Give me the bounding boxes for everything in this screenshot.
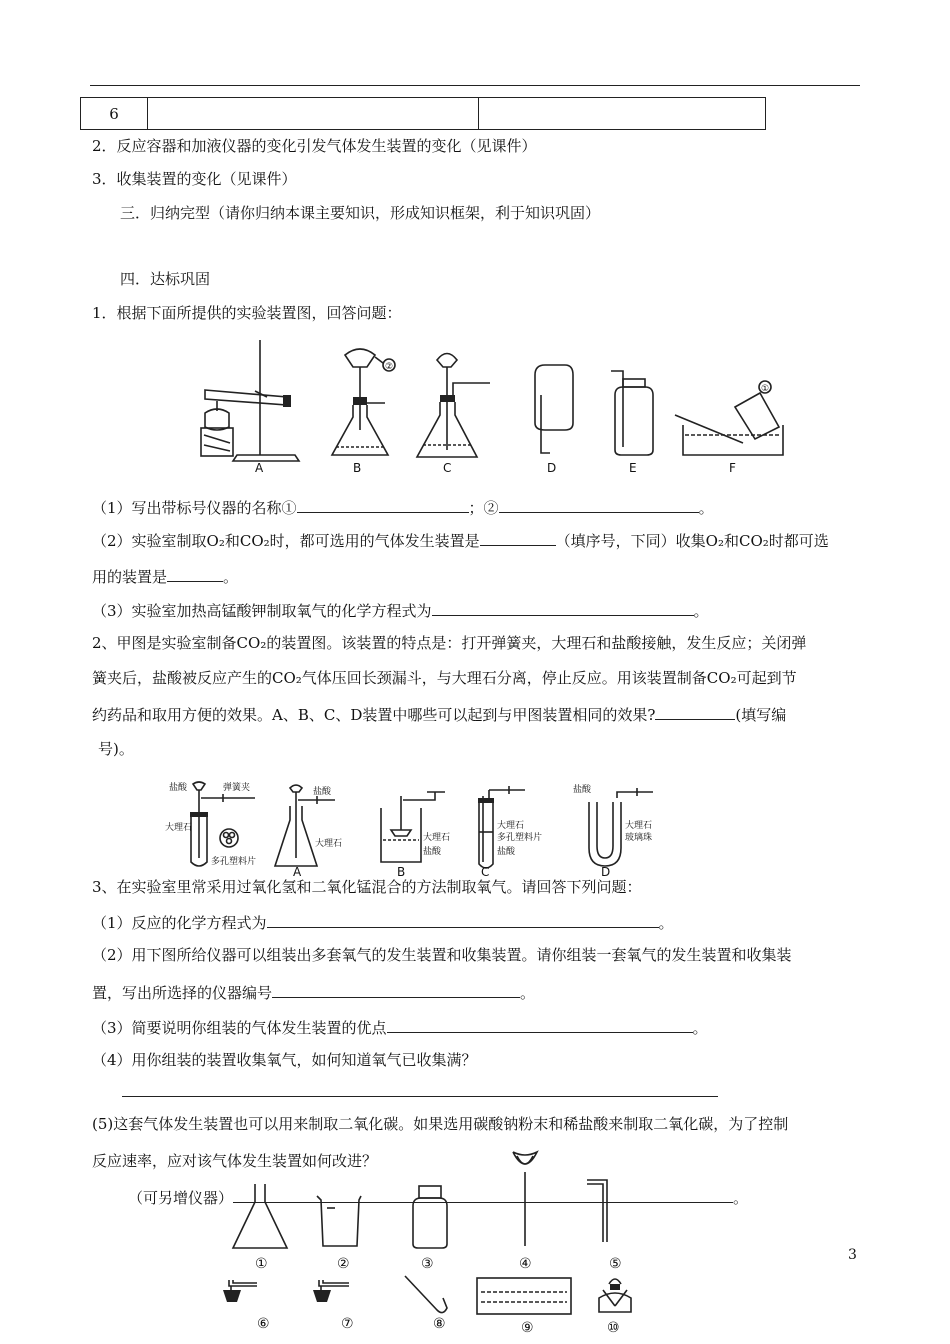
q1-part2-line1 <box>92 529 829 551</box>
apparatus-q2-d <box>573 783 653 879</box>
q2-line3 <box>92 703 786 725</box>
instrument-number-8: ⑧ <box>433 1316 446 1332</box>
q3-part2-line2 <box>92 981 535 1003</box>
q2d-beads-label: 玻璃珠 <box>625 833 653 843</box>
instrument-6 <box>223 1280 270 1332</box>
answer-line-q3-4[interactable] <box>122 1096 718 1097</box>
q1-apparatus-figure <box>195 335 785 475</box>
instrument-5 <box>587 1180 622 1272</box>
q1-part3 <box>92 599 709 621</box>
apparatus-c <box>417 354 490 476</box>
q1-stem: 1．根据下面所提供的实验装置图，回答问题： <box>92 304 402 322</box>
jia-clip-label: 弹簧夹 <box>223 783 251 793</box>
q2-line3-text: 约药品和取用方便的效果。A、B、C、D装置中哪些可以起到与甲图装置相同的效果? <box>92 706 656 724</box>
q1-part2-end: 。 <box>223 568 239 586</box>
apparatus-b <box>332 349 395 475</box>
instrument-8 <box>405 1276 447 1332</box>
q1-part2-text: （2）实验室制取O₂和CO₂时，都可选用的气体发生装置是 <box>92 532 480 550</box>
jia-plate-label: 多孔塑料片 <box>211 857 257 867</box>
answer-blank-5[interactable] <box>432 599 694 616</box>
mark-1: ① <box>761 384 770 394</box>
q2c-label: C <box>481 865 490 879</box>
item-3: 3．收集装置的变化（见课件） <box>92 170 297 188</box>
q2-line2: 簧夹后，盐酸被反应产生的CO₂气体压回长颈漏斗，与大理石分离，停止反应。用该装置制备CO₂可起到节 <box>92 669 797 687</box>
item-2: 2．反应容器和加液仪器的变化引发气体发生装置的变化（见课件） <box>92 137 537 155</box>
q2c-plate-label: 多孔塑料片 <box>497 833 543 843</box>
q3-part1 <box>92 911 674 933</box>
apparatus-q2-a <box>275 785 342 879</box>
answer-blank-3[interactable] <box>480 529 556 546</box>
answer-blank-6[interactable] <box>655 703 735 720</box>
instrument-number-5: ⑤ <box>609 1256 622 1272</box>
q2b-marble-label: 大理石 <box>423 833 451 843</box>
instrument-number-6: ⑥ <box>257 1316 270 1332</box>
label-d: D <box>547 461 557 475</box>
q3-part5-line2: 反应速率，应对该气体发生装置如何改进？ <box>92 1152 378 1170</box>
instrument-4 <box>513 1152 537 1272</box>
apparatus-d <box>535 365 573 475</box>
q1-part2-text-2: （填序号，下同）收集O₂和CO₂时都可选 <box>555 532 829 550</box>
apparatus-a <box>201 340 299 475</box>
instrument-number-3: ③ <box>421 1256 434 1272</box>
answer-blank-4[interactable] <box>167 565 223 582</box>
instrument-number-9: ⑨ <box>521 1320 534 1336</box>
page-number: 3 <box>848 1247 857 1263</box>
q2a-marble-label: 大理石 <box>315 839 343 849</box>
q2-line3-end: (填写编 <box>735 706 787 724</box>
header-rule <box>90 85 860 86</box>
instrument-7 <box>313 1280 354 1332</box>
apparatus-q2-b <box>381 792 450 879</box>
q3-part5-end: 。 <box>733 1189 749 1207</box>
label-e: E <box>629 461 637 475</box>
instrument-1 <box>233 1184 287 1272</box>
q2-line4: 号)。 <box>98 740 134 758</box>
label-a: A <box>255 461 264 475</box>
label-f: F <box>729 461 736 475</box>
q1-part3-text: （3）实验室加热高锰酸钾制取氧气的化学方程式为 <box>92 602 432 620</box>
label-c: C <box>443 461 452 475</box>
answer-blank-9[interactable] <box>387 1016 693 1033</box>
q3-part2-text: 置，写出所选择的仪器编号 <box>92 984 273 1002</box>
answer-blank-8[interactable] <box>272 981 520 998</box>
q2d-acid-label: 盐酸 <box>573 785 592 795</box>
q3-part3-end: 。 <box>692 1019 708 1037</box>
q3-part3 <box>92 1016 708 1038</box>
q3-part3-text: （3）简要说明你组装的气体发生装置的优点 <box>92 1019 387 1037</box>
q1-part1 <box>92 496 714 518</box>
q3-part2-line1: （2）用下图所给仪器可以组装出多套氧气的发生装置和收集装置。请你组装一套氧气的发生装置和收集装 <box>92 946 792 964</box>
table-cell-empty <box>479 98 766 130</box>
instrument-10 <box>599 1279 631 1336</box>
instrument-number-1: ① <box>255 1256 268 1272</box>
answer-blank-7[interactable] <box>267 911 659 928</box>
answer-table-row <box>80 97 766 130</box>
section-4-heading: 四．达标巩固 <box>120 270 211 288</box>
q1-part1-text-2: ；② <box>468 499 499 517</box>
jia-acid-label: 盐酸 <box>169 783 188 793</box>
q2a-label: A <box>293 865 302 879</box>
q2-line1: 2、甲图是实验室制备CO₂的装置图。该装置的特点是：打开弹簧夹，大理石和盐酸接触，发生反应；关闭弹 <box>92 634 807 652</box>
q2d-label: D <box>601 865 611 879</box>
q3-instruments-figure <box>215 1150 655 1340</box>
instrument-number-7: ⑦ <box>341 1316 354 1332</box>
q1-part1-text: （1）写出带标号仪器的名称① <box>92 499 297 517</box>
q3-part1-end: 。 <box>658 914 674 932</box>
q2a-acid-label: 盐酸 <box>313 787 332 797</box>
q2b-acid-label: 盐酸 <box>423 847 442 857</box>
row-number: 6 <box>81 98 148 130</box>
q3-part4: （4）用你组装的装置收集氧气，如何知道氧气已收集满？ <box>92 1051 477 1069</box>
label-b: B <box>353 461 362 475</box>
q1-part1-end: 。 <box>698 499 714 517</box>
q2-apparatus-figure <box>165 778 705 878</box>
q3-part1-text: （1）反应的化学方程式为 <box>92 914 267 932</box>
q3-part5-line1: (5)这套气体发生装置也可以用来制取二氧化碳。如果选用碳酸钠粉末和稀盐酸来制取二氧化碳，为了控制 <box>92 1115 789 1133</box>
apparatus-e <box>611 371 653 475</box>
q3-stem: 3、在实验室里常采用过氧化氢和二氧化锰混合的方法制取氧气。请回答下列问题： <box>92 878 642 896</box>
apparatus-f <box>675 381 783 475</box>
answer-blank-1[interactable] <box>297 496 469 513</box>
instrument-number-2: ② <box>337 1256 350 1272</box>
q3-part5-text: （可另增仪器） <box>128 1189 234 1207</box>
q2c-marble-label: 大理石 <box>497 821 525 831</box>
q2d-marble-label: 大理石 <box>625 821 653 831</box>
q1-part2-line2 <box>92 565 238 587</box>
q1-part3-end: 。 <box>693 602 709 620</box>
instrument-number-10: ⑩ <box>607 1320 620 1336</box>
q2b-label: B <box>397 865 406 879</box>
table-cell-empty <box>148 98 479 130</box>
instrument-9 <box>477 1278 571 1336</box>
apparatus-jia <box>165 781 256 867</box>
apparatus-q2-c <box>478 786 542 879</box>
q2c-acid-label: 盐酸 <box>497 847 516 857</box>
section-3-heading: 三．归纳完型（请你归纳本课主要知识，形成知识框架，利于知识巩固） <box>120 204 601 222</box>
instrument-3 <box>413 1186 447 1272</box>
mark-2: ② <box>385 362 394 372</box>
jia-marble-label: 大理石 <box>165 823 193 833</box>
q1-part2-text-3: 用的装置是 <box>92 568 168 586</box>
q3-part2-end: 。 <box>520 984 536 1002</box>
instrument-2 <box>317 1196 361 1272</box>
instrument-number-4: ④ <box>519 1256 532 1272</box>
answer-blank-2[interactable] <box>499 496 699 513</box>
